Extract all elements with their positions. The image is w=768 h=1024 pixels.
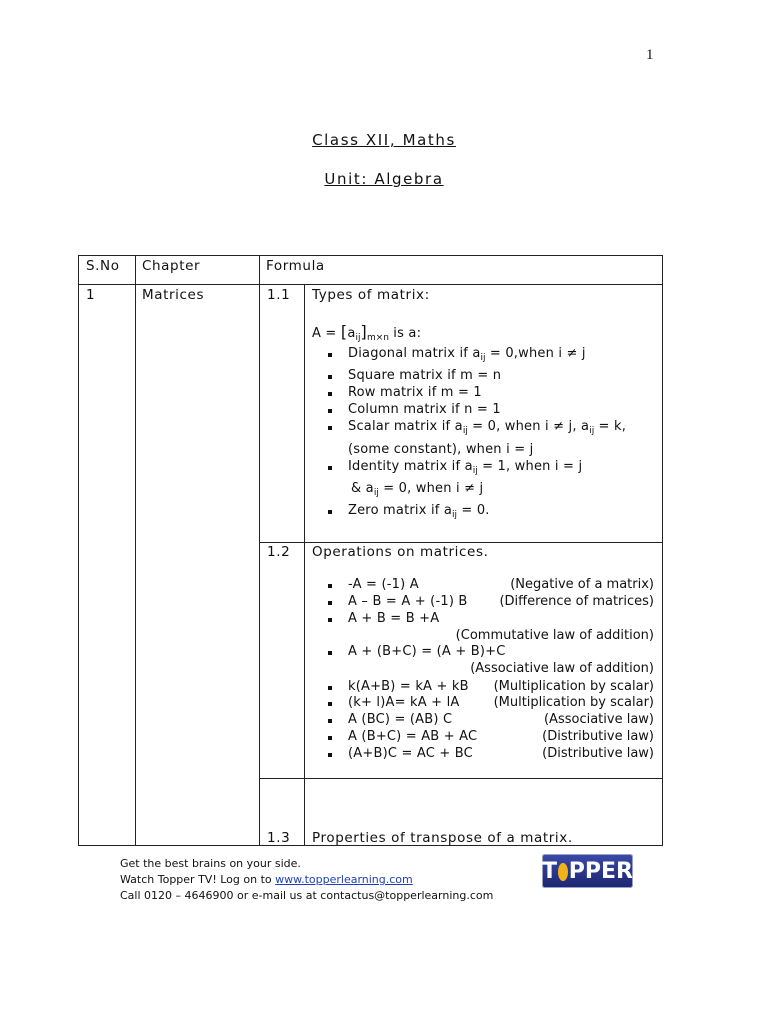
- section-heading-1-1: Types of matrix:: [312, 287, 430, 303]
- bullet: [328, 392, 332, 396]
- operation-eq: A + (B+C) = (A + B)+C: [348, 644, 506, 659]
- page-subtitle: Unit: Algebra: [324, 170, 444, 188]
- table-border-right: [662, 255, 663, 846]
- operation-eq: A + B = B +A: [348, 611, 440, 626]
- bullet: [328, 736, 332, 740]
- row-chapter: Matrices: [142, 287, 205, 303]
- operation-desc: (Negative of a matrix): [510, 577, 654, 592]
- topperlearning-link[interactable]: www.topperlearning.com: [275, 873, 413, 886]
- operation-desc: (Multiplication by scalar): [493, 679, 654, 694]
- bullet: [328, 584, 332, 588]
- footer-line-3: Call 0120 – 4646900 or e-mail us at contactus@topperlearning.com: [120, 889, 494, 902]
- table-border-left: [78, 255, 79, 846]
- list-item-diagonal: Diagonal matrix if $a_{ij}$ = 0,when i ≠ j: [348, 346, 586, 363]
- col-divider-2: [259, 255, 260, 846]
- bullet: [328, 353, 332, 357]
- bullet: [328, 466, 332, 470]
- list-item-zero: Zero matrix if $a_{ij} = 0$.: [348, 503, 490, 520]
- operation-eq: (A+B)C = AC + BC: [348, 746, 473, 761]
- operation-eq: A (B+C) = AB + AC: [348, 729, 478, 744]
- list-item-scalar-cont: (some constant), when i = j: [348, 442, 534, 457]
- row-divider-1: [259, 542, 663, 543]
- matrix-definition: $A = [a_{ij}]_{m\times n}$ is a:: [312, 322, 422, 343]
- bullet: [328, 409, 332, 413]
- header-formula: Formula: [266, 258, 325, 274]
- col-divider-3: [304, 284, 305, 846]
- bullet: [328, 753, 332, 757]
- section-heading-1-2: Operations on matrices.: [312, 544, 489, 560]
- operation-eq: A (BC) = (AB) C: [348, 712, 453, 727]
- topper-logo: [542, 854, 633, 888]
- row-divider-2: [259, 778, 663, 779]
- operation-desc: (Multiplication by scalar): [493, 695, 654, 710]
- list-item-column: Column matrix if n = 1: [348, 402, 501, 417]
- logo-text-left: T: [542, 858, 558, 884]
- list-item-row: Row matrix if m = 1: [348, 385, 482, 400]
- operation-desc: (Associative law): [543, 712, 654, 727]
- bullet: [328, 651, 332, 655]
- bullet: [328, 686, 332, 690]
- section-number-1-3: 1.3: [267, 830, 291, 846]
- table-header-divider: [78, 284, 663, 285]
- operation-eq: A – B = A + (-1) B: [348, 594, 468, 609]
- page-number: 1: [646, 47, 654, 63]
- footer-line-1: Get the best brains on your side.: [120, 857, 301, 870]
- logo-star-icon: [558, 863, 568, 881]
- list-item-identity-cont: & $a_{ij} = 0$, when i ≠ j: [351, 481, 484, 498]
- table-border-top: [78, 255, 663, 256]
- footer-line-2: [120, 873, 413, 886]
- operation-desc: (Associative law of addition): [470, 661, 654, 676]
- section-number-1-1: 1.1: [267, 287, 291, 303]
- bullet: [328, 375, 332, 379]
- section-heading-1-3: Properties of transpose of a matrix.: [312, 830, 573, 846]
- list-item-identity: Identity matrix if $a_{ij} = 1$, when i = j: [348, 459, 583, 476]
- operation-eq: k(A+B) = kA + kB: [348, 679, 469, 694]
- operation-desc: (Commutative law of addition): [455, 628, 654, 643]
- header-sno: S.No: [86, 258, 120, 274]
- operation-desc: (Distributive law): [542, 729, 654, 744]
- operation-eq: -A = (-1) A: [348, 577, 419, 592]
- bullet: [328, 510, 332, 514]
- bullet: [328, 702, 332, 706]
- bullet: [328, 719, 332, 723]
- section-number-1-2: 1.2: [267, 544, 291, 560]
- bullet: [328, 601, 332, 605]
- bullet: [328, 426, 332, 430]
- row-sno: 1: [86, 287, 96, 303]
- header-chapter: Chapter: [142, 258, 201, 274]
- footer-line-2-text: Watch Topper TV! Log on to: [120, 873, 276, 886]
- list-item-square: Square matrix if m = n: [348, 368, 502, 383]
- page-title: Class XII, Maths: [312, 131, 456, 149]
- operation-desc: (Difference of matrices): [499, 594, 654, 609]
- logo-text-right: PPER: [568, 858, 633, 884]
- bullet: [328, 618, 332, 622]
- list-item-scalar: Scalar matrix if $a_{ij} = 0$, when i ≠ j, $a_{ij} = k$,: [348, 419, 627, 436]
- col-divider-1: [135, 255, 136, 846]
- operation-desc: (Distributive law): [542, 746, 654, 761]
- operation-eq: (k+ l)A= kA + lA: [348, 695, 460, 710]
